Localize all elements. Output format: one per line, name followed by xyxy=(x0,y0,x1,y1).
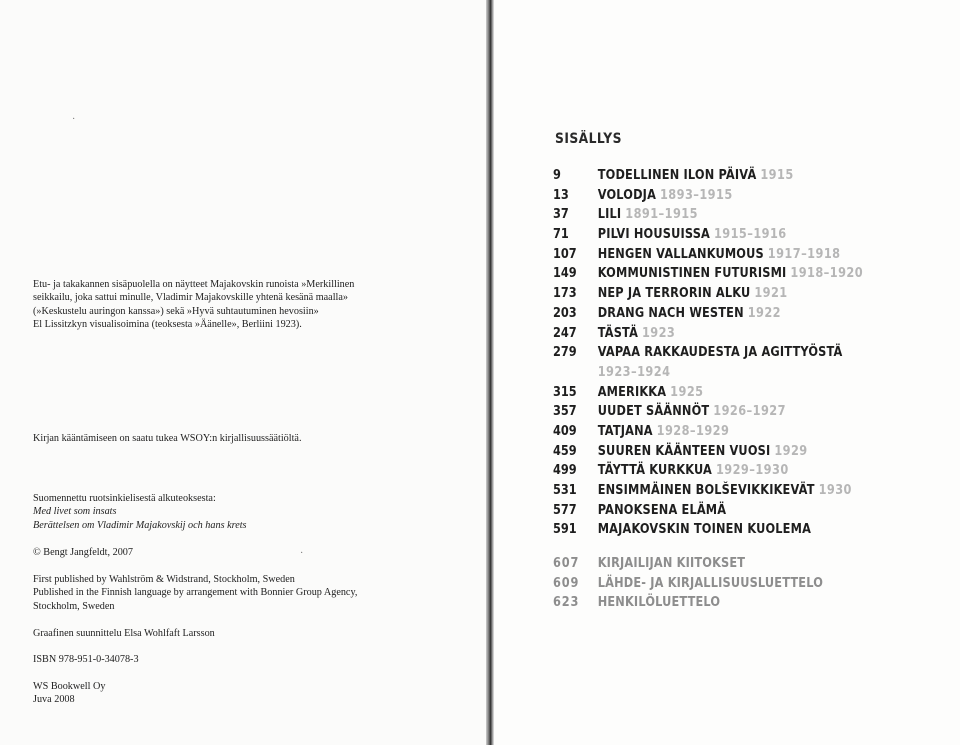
toc-title: VOLODJA xyxy=(597,187,657,203)
copyright-line: © Bengt Jangfeldt, 2007 xyxy=(33,547,133,558)
toc-entry xyxy=(553,264,897,284)
toc-entry xyxy=(553,324,897,344)
toc-entry xyxy=(553,245,897,265)
toc-page-number: 203 xyxy=(553,305,577,321)
isbn: ISBN 978-951-0-34078-3 xyxy=(33,654,139,665)
translation-intro: Suomennettu ruotsinkielisestä alkuteoksesta: xyxy=(33,493,216,504)
toc-years: 1921 xyxy=(754,286,788,302)
toc-entry xyxy=(553,383,897,403)
credits-line: El Lissitzkyn visualisoimina (teoksesta »Äänelle», Berliini 1923). xyxy=(33,318,302,330)
toc-title: MAJAKOVSKIN TOINEN KUOLEMA xyxy=(597,522,812,538)
toc-page-number: 71 xyxy=(553,227,569,243)
original-title: Med livet som insats xyxy=(33,506,117,518)
toc-title: HENKILÖLUETTELO xyxy=(597,595,721,611)
toc-entry xyxy=(553,166,897,186)
toc-page-number: 247 xyxy=(553,325,577,341)
toc-title: VAPAA RAKKAUDESTA JA AGITTYÖSTÄ xyxy=(597,345,843,361)
printer-info xyxy=(33,680,453,707)
toc-title: DRANG NACH WESTEN xyxy=(597,305,744,321)
toc-page-number: 531 xyxy=(553,483,577,499)
toc-page-number: 9 xyxy=(553,168,561,183)
table-of-contents xyxy=(553,166,953,613)
toc-title: KOMMUNISTINEN FUTURISMI xyxy=(597,266,787,282)
speck-mark: · xyxy=(300,548,304,559)
toc-title: TODELLINEN ILON PÄIVÄ xyxy=(597,168,757,183)
toc-years: 1915–1916 xyxy=(713,227,787,243)
toc-entry xyxy=(553,520,897,540)
toc-page-number: 591 xyxy=(553,522,577,538)
toc-back-matter-entry xyxy=(553,554,897,574)
toc-title: ENSIMMÄINEN BOLŠEVIKKIKEVÄT xyxy=(597,483,815,499)
publishing-line: Published in the Finnish language by arrangement with Bonnier Group Agency, xyxy=(33,587,358,599)
toc-years: 1917–1918 xyxy=(767,246,841,262)
toc-entry xyxy=(553,343,897,363)
toc-page-number: 409 xyxy=(553,423,577,439)
toc-years: 1926–1927 xyxy=(713,404,786,420)
toc-page-number: 459 xyxy=(553,443,577,459)
toc-spacer xyxy=(553,540,897,554)
toc-years: 1923–1924 xyxy=(597,364,671,380)
toc-page-number: 107 xyxy=(553,246,577,262)
translation-source xyxy=(33,492,453,532)
toc-title: LILI xyxy=(597,207,622,223)
toc-years: 1930 xyxy=(818,483,852,499)
toc-entry xyxy=(553,304,897,324)
toc-years: 1891–1915 xyxy=(625,207,698,223)
toc-title: TATJANA xyxy=(597,423,653,439)
toc-years: 1929–1930 xyxy=(715,463,789,479)
speck-mark: · xyxy=(72,114,76,125)
print-place: Juva 2008 xyxy=(33,694,75,706)
toc-page-number: 13 xyxy=(553,187,569,203)
toc-years: 1925 xyxy=(670,384,704,400)
toc-years: 1923 xyxy=(641,325,676,341)
toc-page-number: 279 xyxy=(553,345,577,361)
toc-entry xyxy=(553,422,897,442)
toc-title: KIRJAILIJAN KIITOKSET xyxy=(597,556,746,572)
toc-entry xyxy=(553,402,897,422)
toc-page-number: 315 xyxy=(553,384,577,400)
toc-page-number: 623 xyxy=(553,595,580,611)
publishing-line: Stockholm, Sweden xyxy=(33,600,115,612)
toc-entry xyxy=(553,205,897,225)
toc-title: LÄHDE- JA KIRJALLISUUSLUETTELO xyxy=(597,575,824,591)
toc-heading: SISÄLLYS xyxy=(555,131,622,147)
toc-entry xyxy=(553,225,897,245)
credits-paragraph xyxy=(33,278,453,331)
toc-page-spacer xyxy=(553,363,598,383)
support-note: Kirjan kääntämiseen on saatu tukea WSOY:n kirjallisuussäätiöltä. xyxy=(33,433,302,444)
toc-entry xyxy=(553,186,897,206)
toc-title: HENGEN VALLANKUMOUS xyxy=(597,246,764,262)
original-subtitle: Berättelsen om Vladimir Majakovskij och hans krets xyxy=(33,519,247,531)
toc-page-number: 173 xyxy=(553,286,577,302)
toc-years: 1929 xyxy=(774,443,808,459)
publishing-info xyxy=(33,573,453,613)
toc-entry xyxy=(553,461,897,481)
toc-title: NEP JA TERRORIN ALKU xyxy=(597,286,751,302)
toc-entry xyxy=(553,284,897,304)
book-gutter xyxy=(486,0,494,745)
toc-entry xyxy=(553,501,897,521)
toc-page-number: 37 xyxy=(553,207,569,223)
toc-entry xyxy=(553,481,897,501)
toc-years: 1922 xyxy=(747,305,782,321)
toc-years: 1915 xyxy=(760,168,794,183)
toc-page-number: 149 xyxy=(553,266,577,282)
toc-years: 1918–1920 xyxy=(790,266,864,282)
toc-title: TÄYTTÄ KURKKUA xyxy=(597,463,713,479)
toc-page-number: 499 xyxy=(553,463,577,479)
toc-title: SUUREN KÄÄNTEEN VUOSI xyxy=(597,443,771,459)
toc-title: PANOKSENA ELÄMÄ xyxy=(597,502,727,518)
toc-page-number: 577 xyxy=(553,502,577,518)
toc-years: 1928–1929 xyxy=(656,423,730,439)
toc-entry-continuation xyxy=(553,363,897,383)
credits-line: seikkailu, joka sattui minulle, Vladimir Majakovskille yhtenä kesänä maalla» xyxy=(33,292,348,304)
toc-page-number: 607 xyxy=(553,556,580,572)
toc-back-matter-entry xyxy=(553,574,897,594)
toc-title: TÄSTÄ xyxy=(597,325,639,341)
toc-years: 1893–1915 xyxy=(659,187,733,203)
toc-page-number: 357 xyxy=(553,404,577,420)
toc-title: PILVI HOUSUISSA xyxy=(597,227,710,243)
toc-page-number: 609 xyxy=(553,575,580,591)
toc-entry xyxy=(553,442,897,462)
credits-line: Etu- ja takakannen sisäpuolella on näytteet Majakovskin runoista »Merkillinen xyxy=(33,279,355,290)
credits-line: (»Keskustelu auringon kanssa») sekä »Hyvä suhtautuminen hevosiin» xyxy=(33,305,319,317)
toc-title: UUDET SÄÄNNÖT xyxy=(597,404,710,420)
toc-back-matter-entry xyxy=(553,593,897,613)
design-credit: Graafinen suunnittelu Elsa Wohlfaft Larsson xyxy=(33,628,215,639)
toc-title: AMERIKKA xyxy=(597,384,667,400)
printer-name: WS Bookwell Oy xyxy=(33,681,106,692)
publishing-line: First published by Wahlström & Widstrand, Stockholm, Sweden xyxy=(33,574,295,585)
